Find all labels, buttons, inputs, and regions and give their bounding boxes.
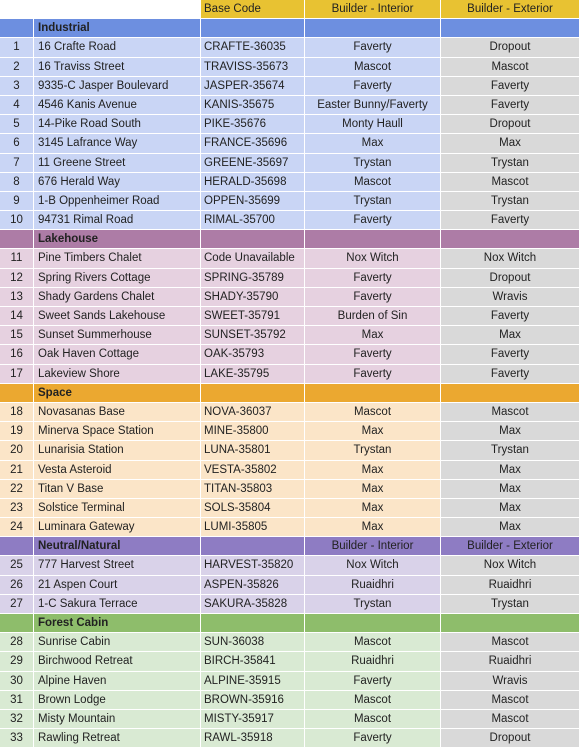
builder-interior-cell[interactable]: Faverty <box>305 345 441 363</box>
row-number-cell[interactable]: 33 <box>0 729 34 747</box>
row-number-cell[interactable]: 10 <box>0 211 34 229</box>
row-number-cell[interactable]: 6 <box>0 134 34 152</box>
row-number-cell[interactable]: 28 <box>0 633 34 651</box>
house-name-cell[interactable]: 777 Harvest Street <box>34 556 201 574</box>
base-code-cell[interactable]: SPRING-35789 <box>201 269 305 287</box>
base-code-cell[interactable]: ASPEN-35826 <box>201 576 305 594</box>
header-num-cell[interactable] <box>0 0 34 18</box>
header-name-cell[interactable] <box>34 0 201 18</box>
builder-exterior-cell[interactable]: Mascot <box>441 173 580 191</box>
builder-interior-cell[interactable]: Faverty <box>305 38 441 56</box>
base-code-cell[interactable]: SAKURA-35828 <box>201 595 305 613</box>
table-row <box>0 441 580 460</box>
builder-interior-cell[interactable]: Ruaidhri <box>305 576 441 594</box>
section-exterior-label[interactable] <box>441 384 580 402</box>
builder-interior-cell[interactable]: Mascot <box>305 710 441 728</box>
builder-exterior-cell[interactable]: Max <box>441 326 580 344</box>
house-name-cell[interactable]: 3145 Lafrance Way <box>34 134 201 152</box>
builder-interior-cell[interactable]: Max <box>305 499 441 517</box>
section-num-cell[interactable] <box>0 537 34 555</box>
base-code-cell[interactable]: JASPER-35674 <box>201 77 305 95</box>
row-number-cell[interactable]: 11 <box>0 249 34 267</box>
base-code-cell[interactable]: BIRCH-35841 <box>201 652 305 670</box>
builder-interior-cell[interactable]: Max <box>305 134 441 152</box>
row-number-cell[interactable]: 22 <box>0 480 34 498</box>
builder-exterior-cell[interactable]: Mascot <box>441 403 580 421</box>
header-builder-exterior[interactable]: Builder - Exterior <box>441 0 580 18</box>
base-code-cell[interactable]: BROWN-35916 <box>201 691 305 709</box>
table-row <box>0 729 580 748</box>
base-code-cell[interactable]: HARVEST-35820 <box>201 556 305 574</box>
house-name-cell[interactable]: 21 Aspen Court <box>34 576 201 594</box>
row-number-cell[interactable]: 15 <box>0 326 34 344</box>
builder-exterior-cell[interactable]: Faverty <box>441 365 580 383</box>
base-code-cell[interactable]: HERALD-35698 <box>201 173 305 191</box>
section-code-cell[interactable] <box>201 230 305 248</box>
table-row <box>0 77 580 96</box>
table-row <box>0 672 580 691</box>
builder-exterior-cell[interactable]: Dropout <box>441 729 580 747</box>
table-row <box>0 249 580 268</box>
table-row <box>0 345 580 364</box>
section-interior-label[interactable] <box>305 230 441 248</box>
table-row <box>0 461 580 480</box>
builder-interior-cell[interactable]: Trystan <box>305 595 441 613</box>
builder-interior-cell[interactable]: Max <box>305 480 441 498</box>
row-number-cell[interactable]: 27 <box>0 595 34 613</box>
base-code-cell[interactable]: MISTY-35917 <box>201 710 305 728</box>
row-number-cell[interactable]: 5 <box>0 115 34 133</box>
builder-exterior-cell[interactable]: Max <box>441 499 580 517</box>
builder-interior-cell[interactable]: Max <box>305 518 441 536</box>
row-number-cell[interactable]: 2 <box>0 58 34 76</box>
house-name-cell[interactable]: Lakeview Shore <box>34 365 201 383</box>
builder-interior-cell[interactable]: Mascot <box>305 691 441 709</box>
header-base-code[interactable]: Base Code <box>201 0 305 18</box>
section-header-row <box>0 614 580 633</box>
base-code-cell[interactable]: LUNA-35801 <box>201 441 305 459</box>
builder-exterior-cell[interactable]: Trystan <box>441 441 580 459</box>
row-number-cell[interactable]: 31 <box>0 691 34 709</box>
house-name-cell[interactable]: 676 Herald Way <box>34 173 201 191</box>
table-row <box>0 173 580 192</box>
builder-exterior-cell[interactable]: Nox Witch <box>441 556 580 574</box>
builder-exterior-cell[interactable]: Wravis <box>441 288 580 306</box>
row-number-cell[interactable]: 8 <box>0 173 34 191</box>
section-title[interactable]: Industrial <box>34 19 201 37</box>
builder-exterior-cell[interactable]: Faverty <box>441 96 580 114</box>
table-row <box>0 422 580 441</box>
builder-interior-cell[interactable]: Trystan <box>305 441 441 459</box>
section-num-cell[interactable] <box>0 384 34 402</box>
base-code-cell[interactable]: GREENE-35697 <box>201 154 305 172</box>
builder-interior-cell[interactable]: Faverty <box>305 211 441 229</box>
builder-exterior-cell[interactable]: Max <box>441 480 580 498</box>
base-code-cell[interactable]: TRAVISS-35673 <box>201 58 305 76</box>
house-name-cell[interactable]: 9335-C Jasper Boulevard <box>34 77 201 95</box>
builder-exterior-cell[interactable]: Ruaidhri <box>441 576 580 594</box>
section-title[interactable]: Neutral/Natural <box>34 537 201 555</box>
builder-exterior-cell[interactable]: Faverty <box>441 345 580 363</box>
house-name-cell[interactable]: Sweet Sands Lakehouse <box>34 307 201 325</box>
house-name-cell[interactable]: Lunarisia Station <box>34 441 201 459</box>
house-name-cell[interactable]: 4546 Kanis Avenue <box>34 96 201 114</box>
table-row <box>0 652 580 671</box>
table-row <box>0 633 580 652</box>
house-name-cell[interactable]: Vesta Asteroid <box>34 461 201 479</box>
row-number-cell[interactable]: 12 <box>0 269 34 287</box>
builder-interior-cell[interactable]: Monty Haull <box>305 115 441 133</box>
base-code-cell[interactable]: ALPINE-35915 <box>201 672 305 690</box>
table-row <box>0 96 580 115</box>
house-name-cell[interactable]: Sunset Summerhouse <box>34 326 201 344</box>
table-row <box>0 556 580 575</box>
base-code-cell[interactable]: MINE-35800 <box>201 422 305 440</box>
house-name-cell[interactable]: Oak Haven Cottage <box>34 345 201 363</box>
table-row <box>0 326 580 345</box>
builder-exterior-cell[interactable]: Wravis <box>441 672 580 690</box>
row-number-cell[interactable]: 4 <box>0 96 34 114</box>
builder-interior-cell[interactable]: Faverty <box>305 729 441 747</box>
section-interior-label[interactable]: Builder - Interior <box>305 537 441 555</box>
builder-interior-cell[interactable]: Burden of Sin <box>305 307 441 325</box>
base-code-cell[interactable]: SHADY-35790 <box>201 288 305 306</box>
row-number-cell[interactable]: 13 <box>0 288 34 306</box>
house-name-cell[interactable]: Pine Timbers Chalet <box>34 249 201 267</box>
builder-exterior-cell[interactable]: Dropout <box>441 115 580 133</box>
builder-interior-cell[interactable]: Faverty <box>305 672 441 690</box>
row-number-cell[interactable]: 18 <box>0 403 34 421</box>
builder-interior-cell[interactable]: Trystan <box>305 154 441 172</box>
table-row <box>0 38 580 57</box>
house-name-cell[interactable]: Rawling Retreat <box>34 729 201 747</box>
base-code-cell[interactable]: NOVA-36037 <box>201 403 305 421</box>
table-row <box>0 115 580 134</box>
section-num-cell[interactable] <box>0 614 34 632</box>
table-row <box>0 518 580 537</box>
row-number-cell[interactable]: 26 <box>0 576 34 594</box>
builder-interior-cell[interactable]: Mascot <box>305 403 441 421</box>
house-name-cell[interactable]: Misty Mountain <box>34 710 201 728</box>
builder-interior-cell[interactable]: Trystan <box>305 192 441 210</box>
builder-exterior-cell[interactable]: Faverty <box>441 211 580 229</box>
section-interior-label[interactable] <box>305 384 441 402</box>
house-name-cell[interactable]: 16 Traviss Street <box>34 58 201 76</box>
house-name-cell[interactable]: Alpine Haven <box>34 672 201 690</box>
builder-interior-cell[interactable]: Faverty <box>305 365 441 383</box>
table-row <box>0 576 580 595</box>
section-num-cell[interactable] <box>0 230 34 248</box>
table-row <box>0 691 580 710</box>
table-row <box>0 595 580 614</box>
section-code-cell[interactable] <box>201 537 305 555</box>
builder-interior-cell[interactable]: Mascot <box>305 633 441 651</box>
table-row <box>0 58 580 77</box>
section-exterior-label[interactable] <box>441 230 580 248</box>
header-row <box>0 0 580 19</box>
builder-exterior-cell[interactable]: Max <box>441 134 580 152</box>
house-name-cell[interactable]: 1-C Sakura Terrace <box>34 595 201 613</box>
row-number-cell[interactable]: 17 <box>0 365 34 383</box>
base-code-cell[interactable]: TITAN-35803 <box>201 480 305 498</box>
base-code-cell[interactable]: SWEET-35791 <box>201 307 305 325</box>
section-code-cell[interactable] <box>201 19 305 37</box>
base-code-cell[interactable]: RIMAL-35700 <box>201 211 305 229</box>
table-row <box>0 154 580 173</box>
builder-interior-cell[interactable]: Max <box>305 461 441 479</box>
house-name-cell[interactable]: Minerva Space Station <box>34 422 201 440</box>
builder-interior-cell[interactable]: Nox Witch <box>305 249 441 267</box>
section-header-row <box>0 537 580 556</box>
table-row <box>0 269 580 288</box>
base-code-cell[interactable]: RAWL-35918 <box>201 729 305 747</box>
table-row <box>0 480 580 499</box>
section-code-cell[interactable] <box>201 614 305 632</box>
builder-exterior-cell[interactable]: Faverty <box>441 307 580 325</box>
row-number-cell[interactable]: 3 <box>0 77 34 95</box>
builder-exterior-cell[interactable]: Mascot <box>441 58 580 76</box>
row-number-cell[interactable]: 29 <box>0 652 34 670</box>
base-code-cell[interactable]: SUNSET-35792 <box>201 326 305 344</box>
house-name-cell[interactable]: Birchwood Retreat <box>34 652 201 670</box>
row-number-cell[interactable]: 9 <box>0 192 34 210</box>
table-row <box>0 307 580 326</box>
section-code-cell[interactable] <box>201 384 305 402</box>
table-row <box>0 710 580 729</box>
row-number-cell[interactable]: 24 <box>0 518 34 536</box>
builder-interior-cell[interactable]: Mascot <box>305 58 441 76</box>
base-code-cell[interactable]: OPPEN-35699 <box>201 192 305 210</box>
base-code-cell[interactable]: KANIS-35675 <box>201 96 305 114</box>
table-row <box>0 365 580 384</box>
builder-exterior-cell[interactable]: Mascot <box>441 633 580 651</box>
row-number-cell[interactable]: 25 <box>0 556 34 574</box>
table-row <box>0 403 580 422</box>
builder-exterior-cell[interactable]: Dropout <box>441 269 580 287</box>
row-number-cell[interactable]: 19 <box>0 422 34 440</box>
row-number-cell[interactable]: 16 <box>0 345 34 363</box>
builder-exterior-cell[interactable]: Trystan <box>441 595 580 613</box>
builder-exterior-cell[interactable]: Nox Witch <box>441 249 580 267</box>
section-header-row <box>0 384 580 403</box>
table-row <box>0 192 580 211</box>
builder-interior-cell[interactable]: Max <box>305 422 441 440</box>
base-code-cell[interactable]: SUN-36038 <box>201 633 305 651</box>
house-name-cell[interactable]: Spring Rivers Cottage <box>34 269 201 287</box>
builder-exterior-cell[interactable]: Mascot <box>441 710 580 728</box>
house-name-cell[interactable]: Sunrise Cabin <box>34 633 201 651</box>
row-number-cell[interactable]: 14 <box>0 307 34 325</box>
builder-exterior-cell[interactable]: Max <box>441 422 580 440</box>
table-body <box>0 19 580 748</box>
base-code-cell[interactable]: OAK-35793 <box>201 345 305 363</box>
builder-exterior-cell[interactable]: Max <box>441 461 580 479</box>
builder-interior-cell[interactable]: Faverty <box>305 288 441 306</box>
builder-interior-cell[interactable]: Max <box>305 326 441 344</box>
base-code-cell[interactable]: LUMI-35805 <box>201 518 305 536</box>
builder-interior-cell[interactable]: Faverty <box>305 77 441 95</box>
house-name-cell[interactable]: 1-B Oppenheimer Road <box>34 192 201 210</box>
base-code-cell[interactable]: LAKE-35795 <box>201 365 305 383</box>
builder-exterior-cell[interactable]: Max <box>441 518 580 536</box>
row-number-cell[interactable]: 7 <box>0 154 34 172</box>
house-name-cell[interactable]: Shady Gardens Chalet <box>34 288 201 306</box>
builder-exterior-cell[interactable]: Trystan <box>441 192 580 210</box>
section-header-row <box>0 19 580 38</box>
house-name-cell[interactable]: Novasanas Base <box>34 403 201 421</box>
house-name-cell[interactable]: Titan V Base <box>34 480 201 498</box>
builder-interior-cell[interactable]: Nox Witch <box>305 556 441 574</box>
section-title[interactable]: Forest Cabin <box>34 614 201 632</box>
row-number-cell[interactable]: 23 <box>0 499 34 517</box>
section-exterior-label[interactable]: Builder - Exterior <box>441 537 580 555</box>
section-exterior-label[interactable] <box>441 19 580 37</box>
base-code-cell[interactable]: Code Unavailable <box>201 249 305 267</box>
builder-exterior-cell[interactable]: Faverty <box>441 77 580 95</box>
section-title[interactable]: Lakehouse <box>34 230 201 248</box>
base-code-cell[interactable]: CRAFTE-36035 <box>201 38 305 56</box>
section-header-row <box>0 230 580 249</box>
house-name-cell[interactable]: Luminara Gateway <box>34 518 201 536</box>
house-name-cell[interactable]: 11 Greene Street <box>34 154 201 172</box>
builder-exterior-cell[interactable]: Trystan <box>441 154 580 172</box>
section-exterior-label[interactable] <box>441 614 580 632</box>
base-code-cell[interactable]: FRANCE-35696 <box>201 134 305 152</box>
row-number-cell[interactable]: 20 <box>0 441 34 459</box>
table-row <box>0 499 580 518</box>
table-row <box>0 134 580 153</box>
builder-interior-cell[interactable]: Mascot <box>305 173 441 191</box>
builder-exterior-cell[interactable]: Ruaidhri <box>441 652 580 670</box>
builder-interior-cell[interactable]: Easter Bunny/Faverty <box>305 96 441 114</box>
row-number-cell[interactable]: 32 <box>0 710 34 728</box>
house-name-cell[interactable]: 94731 Rimal Road <box>34 211 201 229</box>
section-interior-label[interactable] <box>305 19 441 37</box>
section-num-cell[interactable] <box>0 19 34 37</box>
builder-interior-cell[interactable]: Faverty <box>305 269 441 287</box>
builder-exterior-cell[interactable]: Mascot <box>441 691 580 709</box>
house-name-cell[interactable]: Solstice Terminal <box>34 499 201 517</box>
row-number-cell[interactable]: 21 <box>0 461 34 479</box>
house-name-cell[interactable]: 14-Pike Road South <box>34 115 201 133</box>
table-row <box>0 211 580 230</box>
builder-exterior-cell[interactable]: Dropout <box>441 38 580 56</box>
section-interior-label[interactable] <box>305 614 441 632</box>
base-code-cell[interactable]: VESTA-35802 <box>201 461 305 479</box>
house-name-cell[interactable]: 16 Crafte Road <box>34 38 201 56</box>
row-number-cell[interactable]: 1 <box>0 38 34 56</box>
builder-interior-cell[interactable]: Ruaidhri <box>305 652 441 670</box>
header-builder-interior[interactable]: Builder - Interior <box>305 0 441 18</box>
table-row <box>0 288 580 307</box>
row-number-cell[interactable]: 30 <box>0 672 34 690</box>
base-code-cell[interactable]: SOLS-35804 <box>201 499 305 517</box>
house-name-cell[interactable]: Brown Lodge <box>34 691 201 709</box>
section-title[interactable]: Space <box>34 384 201 402</box>
base-code-cell[interactable]: PIKE-35676 <box>201 115 305 133</box>
